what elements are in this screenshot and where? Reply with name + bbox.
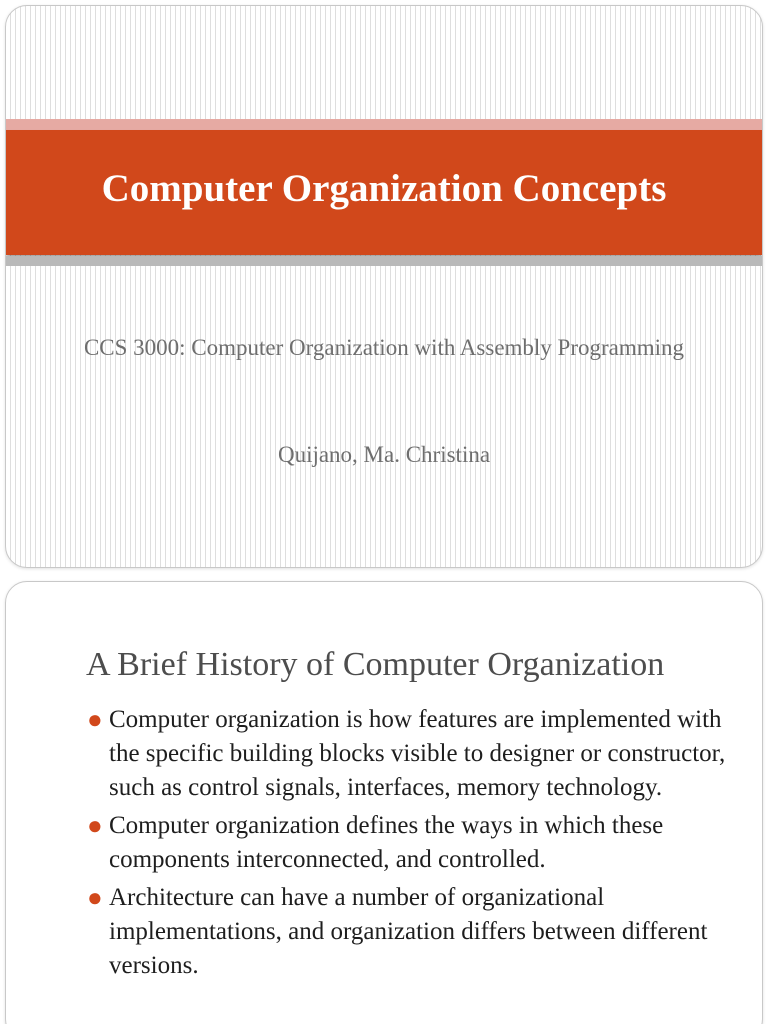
content-slide [5, 581, 763, 1024]
bullet-text: Computer organization defines the ways in which these components interconnected, and controlled. [109, 812, 664, 873]
bullet-text: Architecture can have a number of organizational implementations, and organization differs between different versions. [109, 884, 708, 979]
bullet-dot-icon: ● [87, 705, 103, 734]
bullet-text: Computer organization is how features are implemented with the specific building blocks visible to designer or constructor, such as control signals, interfaces, memory technology. [109, 706, 726, 801]
slide-title: Computer Organization Concepts [101, 167, 667, 210]
slide-heading: A Brief History of Computer Organization [86, 646, 665, 683]
list-item [86, 881, 736, 983]
bullet-dot-icon: ● [87, 883, 103, 912]
bullet-list [86, 703, 736, 987]
bullet-dot-icon: ● [87, 811, 103, 840]
list-item [86, 703, 736, 805]
course-subtitle: CCS 3000: Computer Organization with Assembly Programming [83, 335, 685, 360]
title-band [6, 130, 762, 255]
title-slide [5, 5, 763, 568]
list-item [86, 809, 736, 877]
author-name: Quijano, Ma. Christina [277, 442, 491, 467]
title-band-shadow [6, 256, 762, 266]
title-band-accent [6, 119, 762, 130]
